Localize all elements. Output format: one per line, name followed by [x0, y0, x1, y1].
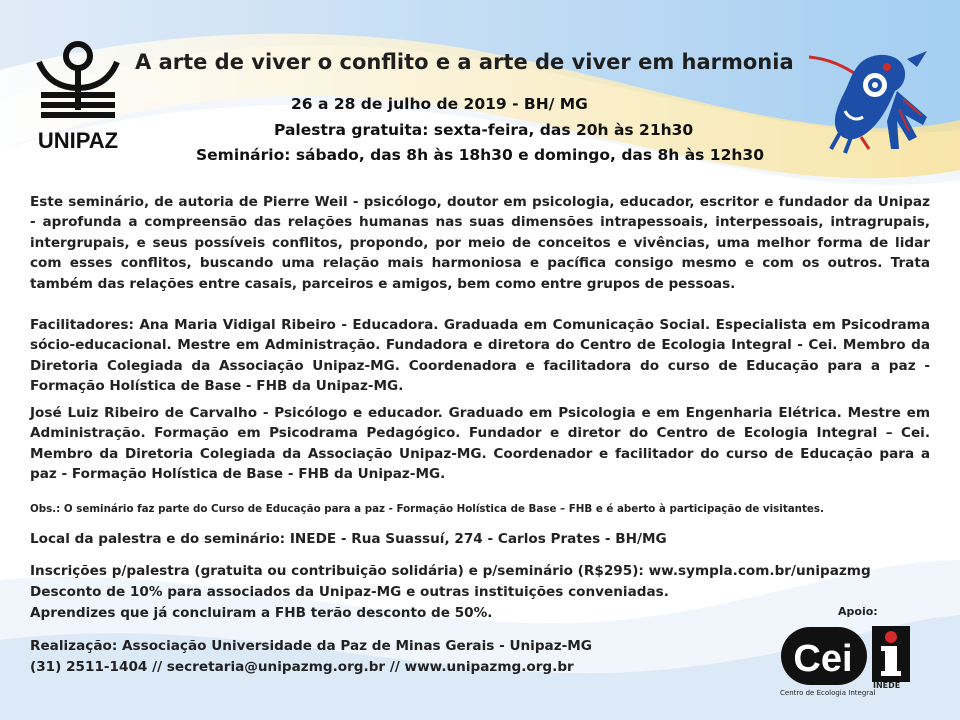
- contact-info: (31) 2511-1404 // secretaria@unipazmg.org.br // www.unipazmg.org.br: [30, 659, 574, 675]
- organizer-info: Realização: Associação Universidade da Paz de Minas Gerais - Unipaz-MG: [30, 638, 592, 654]
- observation-note: Obs.: O seminário faz parte do Curso de Educação para a paz - Formação Holística de Base – FHB e é aberto à participação de visitantes.: [30, 503, 824, 515]
- event-location: Local da palestra e do seminário: INEDE - Rua Suassuí, 274 - Carlos Prates - BH/MG: [30, 531, 667, 547]
- cei-logo-text: Cei: [793, 638, 853, 680]
- palestra-schedule: Palestra gratuita: sexta-feira, das 20h às 21h30: [274, 121, 694, 139]
- cei-caption: Centro de Ecologia Integral: [780, 689, 876, 697]
- hummingbird-icon: [805, 45, 935, 160]
- discount-fhb: Aprendizes que já concluiram a FHB terão desconto de 50%.: [30, 605, 493, 621]
- unipaz-logo: [33, 40, 123, 152]
- unipaz-logo-text: UNIPAZ: [37, 128, 119, 152]
- inede-logo: [872, 626, 910, 682]
- seminar-description: Este seminário, de autoria de Pierre Weil - psicólogo, doutor em psicologia, educador, escritor e fundador da Unipaz - aprofunda a compreensão das relações humanas nas suas dimensões intrapessoais, interpessoais, intragrupais, intergrupais, e seus possíveis conflitos, propondo, por meio de conceitos e vivências, uma melhor forma de lidar com esses conflitos, buscando uma relação mais harmoniosa e pacífica consigo mesmo e com os outros. Trata também das relações entre casais, parceiros e amigos, bem como entre grupos de pessoas.: [30, 194, 930, 292]
- support-label: Apoio:: [838, 605, 878, 618]
- page-title: A arte de viver o conflito e a arte de viver em harmonia: [135, 50, 794, 74]
- discount-associates: Desconto de 10% para associados da Unipaz-MG e outras instituições conveniadas.: [30, 584, 669, 600]
- inede-caption: INEDE: [873, 681, 901, 690]
- facilitator-ana: Facilitadores: Ana Maria Vidigal Ribeiro - Educadora. Graduada em Comunicação Social. Especialista em Psicodrama sócio-educacional. Mestre em Administração. Fundadora e diretora do Centro de Ecologia Integral - Cei. Membro da Diretoria Colegiada da Associação Unipaz-MG. Coordenadora e facilitadora do curso de Educação para a paz - Formação Holística de Base - FHB da Unipaz-MG.: [30, 317, 930, 395]
- facilitator-jose: José Luiz Ribeiro de Carvalho - Psicólogo e educador. Graduado em Psicologia e em Engenharia Elétrica. Mestre em Administração. Formação em Psicodrama Pedagógico. Fundador e diretor do Centro de Ecologia Integral – Cei. Membro da Diretoria Colegiada da Associação Unipaz-MG. Coordenador e facilitador do curso de Educação para a paz - Formação Holística de Base - FHB da Unipaz-MG.: [30, 405, 930, 483]
- registration-info: Inscrições p/palestra (gratuita ou contribuição solidária) e p/seminário (R$295): ww.sympla.com.br/unipazmg: [30, 563, 871, 579]
- event-dates: 26 a 28 de julho de 2019 - BH/ MG: [291, 95, 588, 113]
- cei-logo: [779, 625, 869, 687]
- seminario-schedule: Seminário: sábado, das 8h às 18h30 e domingo, das 8h às 12h30: [196, 146, 764, 164]
